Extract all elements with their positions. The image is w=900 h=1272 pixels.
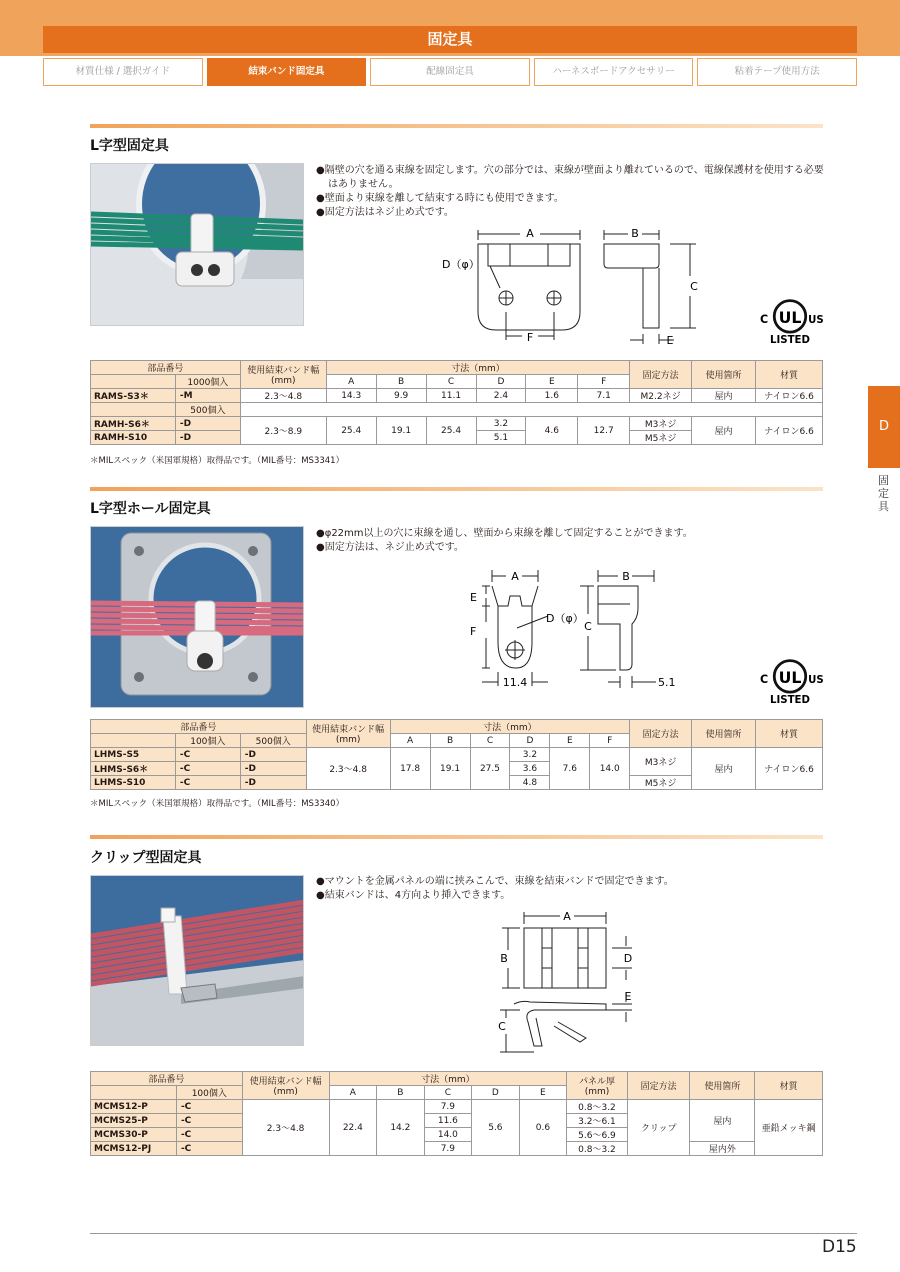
table-row: LHMS-S5 -C -D 2.3～4.8 17.8 19.1 27.5 3.2 7.6 14.0 M3ネジ 屋内 ナイロン6.6 <box>91 748 823 762</box>
dim-label-f: F <box>526 331 534 344</box>
table-row: LHMS-S6＊ -C -D 3.6 <box>91 762 823 776</box>
header-dim-c: C <box>426 375 476 389</box>
header-dim-e: E <box>550 734 590 748</box>
spec-table-clip-mount <box>90 1071 823 1156</box>
side-index-label: 固定具 <box>878 474 889 513</box>
header-dim-c: C <box>424 1086 472 1100</box>
tab-adhesive-usage[interactable]: 粘着テープ使用方法 <box>697 58 857 86</box>
dim-label-b: B <box>500 952 508 965</box>
header-fixing: 固定方法 <box>627 1072 690 1100</box>
header-dim-a: A <box>326 375 376 389</box>
header-fixing: 固定方法 <box>630 361 692 389</box>
header-dimensions: 寸法（mm） <box>329 1072 567 1086</box>
header-material: 材質 <box>755 361 822 389</box>
header-band-width: 使用結束バンド幅 (mm) <box>240 361 326 389</box>
header-part-number: 部品番号 <box>91 720 307 734</box>
header-dim-b: B <box>430 734 470 748</box>
header-material: 材質 <box>756 720 823 748</box>
dim-label-e: E <box>666 334 674 347</box>
tab-cable-tie-mounts[interactable]: 結束バンド固定具 <box>207 58 367 86</box>
table-row: RAMS-S3＊ -M 2.3～4.8 14.3 9.9 11.1 2.4 1.6 7.1 M2.2ネジ 屋内 ナイロン6.6 <box>91 389 823 403</box>
header-pack: 100個入 <box>176 1086 242 1100</box>
dim-label-e: E <box>470 591 477 604</box>
header-dim-e: E <box>526 375 578 389</box>
dim-label-c: C <box>498 1020 506 1033</box>
dim-label-c: C <box>690 280 698 293</box>
category-title: 固定具 <box>43 26 857 53</box>
bullet-item: ●壁面より束線を離して結束する時にも使用できます。 <box>316 193 564 204</box>
section-rule <box>90 835 823 839</box>
tab-harness-board[interactable]: ハーネスボードアクセサリー <box>534 58 694 86</box>
bullet-item: ●固定方法は、ネジ止め式です。 <box>316 542 464 553</box>
header-pack: 500個入 <box>240 734 306 748</box>
svg-text:US: US <box>808 674 824 686</box>
tab-wiring-mounts[interactable]: 配線固定具 <box>370 58 530 86</box>
dimension-diagram-l-mount <box>430 222 720 350</box>
section-rule <box>90 487 823 491</box>
dim-label-a: A <box>511 570 519 583</box>
product-photo-l-mount <box>90 163 304 326</box>
header-dim-b: B <box>376 375 426 389</box>
table-row: MCMS30-P -C 14.0 5.6～6.9 <box>91 1128 823 1142</box>
product-photo-clip-mount <box>90 875 304 1046</box>
svg-text:LISTED: LISTED <box>770 695 810 706</box>
bullet-item: ●固定方法はネジ止め式です。 <box>316 207 454 218</box>
dim-label-a: A <box>563 910 571 923</box>
header-dim-f: F <box>578 375 630 389</box>
dim-label-e: E <box>624 990 632 1003</box>
svg-text:C: C <box>759 312 769 326</box>
header-dim-e: E <box>519 1086 567 1100</box>
header-pack: 100個入 <box>175 734 240 748</box>
section-title-l-hole-mount: L字型ホール固定具 <box>90 501 211 517</box>
header-material: 材質 <box>755 1072 823 1100</box>
dim-label-d: D（φ） <box>442 258 480 271</box>
dim-label-d: D <box>623 952 633 965</box>
dim-label-f: F <box>470 625 477 638</box>
svg-text:LISTED: LISTED <box>770 335 810 346</box>
header-dimensions: 寸法（mm） <box>390 720 630 734</box>
header-place: 使用箇所 <box>690 1072 755 1100</box>
page-number: D15 <box>822 1237 857 1257</box>
header-band-width: 使用結束バンド幅 (mm) <box>306 720 390 748</box>
bullet-list <box>316 164 828 220</box>
dim-label-b: B <box>622 570 630 583</box>
bullet-item: ●隔壁の穴を通る束線を固定します。穴の部分では、束線が壁面より離れているので、電線保護材を使用する必要はありません。 <box>316 165 824 190</box>
table-row: RAMH-S10 -D 5.1 M5ネジ <box>91 431 823 445</box>
svg-text:UL: UL <box>778 307 802 327</box>
mil-spec-note: ＊MILスペック（米国軍規格）取得品です。（MIL番号：MS3341） <box>90 456 345 466</box>
header-dim-a: A <box>329 1086 377 1100</box>
svg-text:US: US <box>808 314 824 326</box>
dim-label-c: C <box>584 620 592 633</box>
header-pack: 1000個入 <box>175 375 240 389</box>
tab-material-guide[interactable]: 材質仕様 / 選択ガイド <box>43 58 203 86</box>
header-dim-b: B <box>377 1086 425 1100</box>
bullet-item: ●φ22mm以上の穴に束線を通し、壁面から束線を離して固定することができます。 <box>316 528 693 539</box>
product-photo-l-hole-mount <box>90 526 304 708</box>
header-part-number: 部品番号 <box>91 361 241 375</box>
header-dim-c: C <box>470 734 510 748</box>
dim-label-a: A <box>526 227 534 240</box>
bullet-list <box>316 527 828 555</box>
spec-table-l-hole-mount <box>90 719 823 790</box>
header-pack: 500個入 <box>175 403 240 417</box>
header-dim-d: D <box>476 375 526 389</box>
section-rule <box>90 124 823 128</box>
mil-spec-note: ＊MILスペック（米国軍規格）取得品です。（MIL番号：MS3340） <box>90 799 345 809</box>
table-row: RAMH-S6＊ -D 2.3～8.9 25.4 19.1 25.4 3.2 4.6 12.7 M3ネジ 屋内 ナイロン6.6 <box>91 417 823 431</box>
header-place: 使用箇所 <box>692 361 756 389</box>
ul-listed-logo <box>752 296 828 346</box>
side-index-tab[interactable]: D <box>868 386 900 468</box>
dim-label-thickness: 5.1 <box>658 676 676 689</box>
spec-table-l-mount <box>90 360 823 445</box>
section-title-l-mount: L字型固定具 <box>90 138 169 154</box>
table-row: MCMS25-P -C 11.6 3.2～6.1 <box>91 1114 823 1128</box>
ul-listed-logo <box>752 656 828 706</box>
footer-rule <box>90 1233 857 1234</box>
header-dimensions: 寸法（mm） <box>326 361 629 375</box>
header-dim-a: A <box>390 734 430 748</box>
dimension-diagram-clip-mount <box>494 906 644 1054</box>
header-place: 使用箇所 <box>692 720 756 748</box>
header-part-number: 部品番号 <box>91 1072 243 1086</box>
header-dim-f: F <box>590 734 630 748</box>
dim-label-width: 11.4 <box>502 676 528 689</box>
section-title-clip-mount: クリップ型固定具 <box>90 850 202 866</box>
header-panel-thickness: パネル厚 (mm) <box>567 1072 628 1100</box>
table-row: LHMS-S10 -C -D 4.8 M5ネジ <box>91 776 823 790</box>
header-band-width: 使用結束バンド幅 (mm) <box>242 1072 329 1100</box>
header-dim-d: D <box>510 734 550 748</box>
svg-text:C: C <box>759 672 769 686</box>
header-dim-d: D <box>472 1086 520 1100</box>
svg-text:UL: UL <box>778 667 802 687</box>
table-row: MCMS12-PJ -C 7.9 0.8～3.2 屋内外 <box>91 1142 823 1156</box>
header-fixing: 固定方法 <box>630 720 692 748</box>
category-tabs <box>43 58 857 86</box>
bullet-list <box>316 875 828 903</box>
dim-label-d: D（φ） <box>546 612 584 625</box>
dim-label-b: B <box>631 227 639 240</box>
bullet-item: ●結束バンドは、4方向より挿入できます。 <box>316 890 511 901</box>
table-row: MCMS12-P -C 2.3～4.8 22.4 14.2 7.9 5.6 0.6 0.8～3.2 クリップ 屋内 亜鉛メッキ鋼 <box>91 1100 823 1114</box>
bullet-item: ●マウントを金属パネルの端に挟みこんで、束線を結束バンドで固定できます。 <box>316 876 674 887</box>
dimension-diagram-l-hole-mount <box>462 564 692 692</box>
